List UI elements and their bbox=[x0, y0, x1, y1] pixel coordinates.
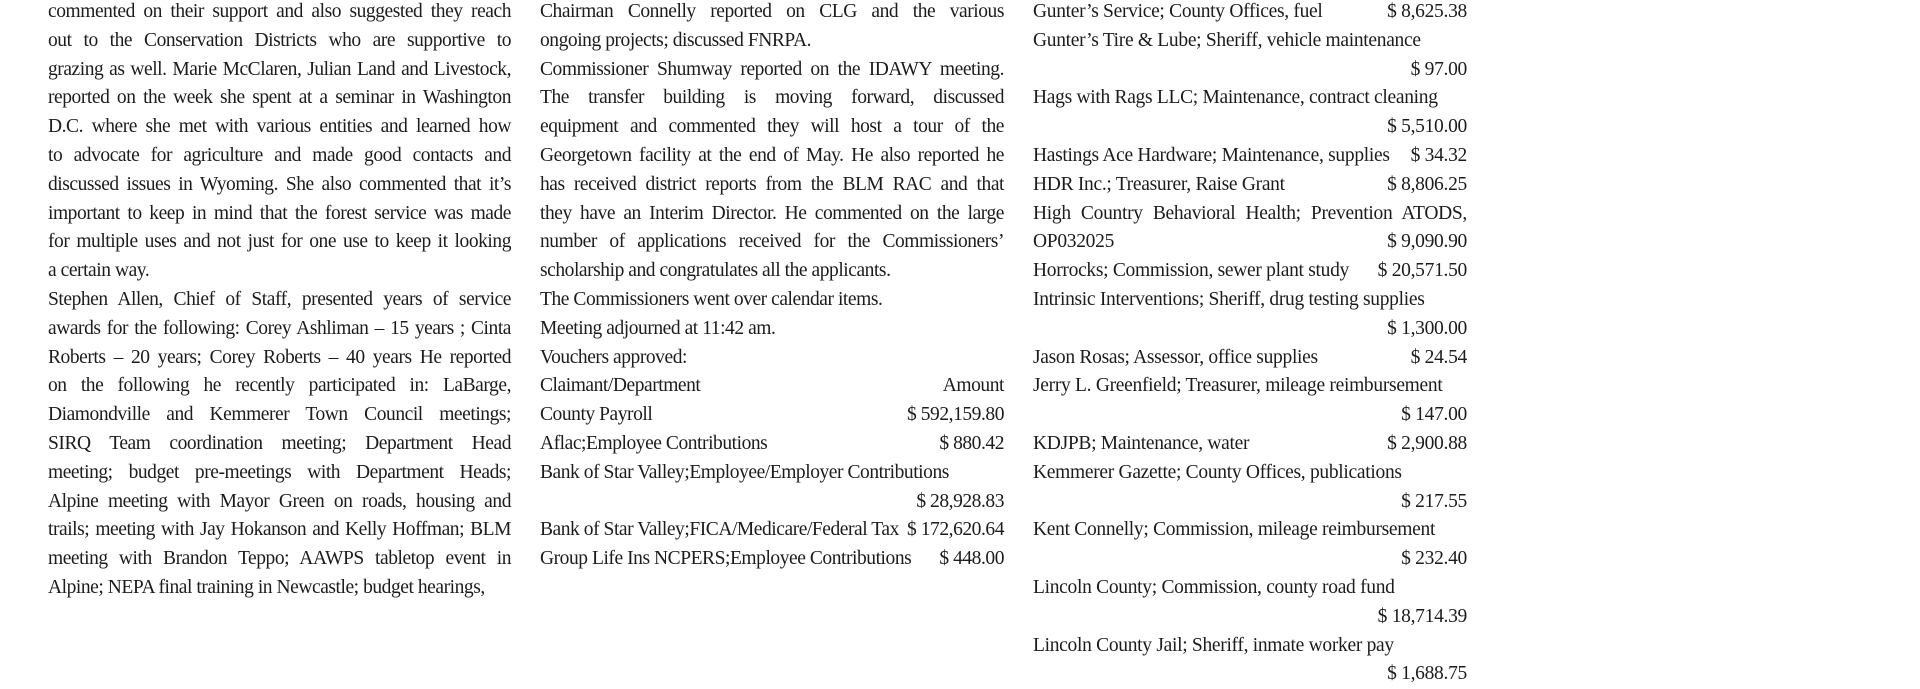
text-line: Roberts – 20 years; Corey Roberts – 40 years He reported bbox=[48, 346, 511, 368]
text-line: The transfer building is moving forward, discussed bbox=[540, 87, 1004, 109]
voucher-claimant: Kemmerer Gazette; County Offices, publications bbox=[1033, 461, 1402, 483]
voucher-row bbox=[1033, 430, 1467, 459]
voucher-amount: $ 2,900.88 bbox=[1387, 432, 1467, 454]
text-line: Stephen Allen, Chief of Staff, presented years of service bbox=[48, 288, 511, 310]
voucher-amount: $ 20,571.50 bbox=[1377, 260, 1467, 282]
voucher-amount: $ 592,159.80 bbox=[907, 404, 1004, 426]
voucher-claimant: HDR Inc.; Treasurer, Raise Grant bbox=[1033, 173, 1285, 195]
calendar-note: The Commissioners went over calendar items. bbox=[540, 288, 883, 310]
column-2 bbox=[540, 0, 1004, 574]
voucher-row bbox=[540, 545, 1004, 574]
voucher-amount: $ 9,090.90 bbox=[1387, 231, 1467, 253]
voucher-amount: $ 97.00 bbox=[1410, 58, 1467, 80]
text-line: out to the Conservation Districts who are supportive to bbox=[48, 29, 511, 51]
text-line: Georgetown facility at the end of May. He also reported he bbox=[540, 144, 1004, 166]
voucher-claimant: Lincoln County; Commission, county road fund bbox=[1033, 576, 1395, 598]
voucher-claimant: Lincoln County Jail; Sheriff, inmate worker pay bbox=[1033, 634, 1394, 656]
text-line: SIRQ Team coordination meeting; Department Head bbox=[48, 432, 511, 454]
voucher-row bbox=[1033, 142, 1467, 171]
voucher-amount: $ 18,714.39 bbox=[1377, 605, 1467, 627]
voucher-row bbox=[1033, 0, 1467, 27]
voucher-list-continued bbox=[1033, 0, 1467, 689]
text-line: grazing as well. Marie McClaren, Julian Land and Livestock, bbox=[48, 58, 511, 80]
voucher-row bbox=[1033, 574, 1467, 632]
text-line: Diamondville and Kemmerer Town Council meetings; bbox=[48, 404, 511, 426]
voucher-row bbox=[1033, 372, 1467, 430]
text-line: Alpine meeting with Mayor Green on roads, housing and bbox=[48, 490, 511, 512]
column-1 bbox=[48, 0, 511, 603]
voucher-row bbox=[1033, 27, 1467, 85]
voucher-claimant: Intrinsic Interventions; Sheriff, drug testing supplies bbox=[1033, 288, 1425, 310]
text-line: number of applications received for the Commissioners’ bbox=[540, 231, 1004, 253]
voucher-amount: $ 8,625.38 bbox=[1387, 1, 1467, 22]
text-line: they have an Interim Director. He commented on the large bbox=[540, 202, 1004, 224]
voucher-claimant: High Country Behavioral Health; Prevention ATODS, OP032025 bbox=[1033, 202, 1467, 253]
voucher-claimant: Horrocks; Commission, sewer plant study bbox=[1033, 260, 1349, 282]
voucher-amount: $ 28,928.83 bbox=[916, 490, 1004, 512]
voucher-claimant: Jason Rosas; Assessor, office supplies bbox=[1033, 346, 1318, 368]
vouchers-label: Vouchers approved: bbox=[540, 346, 687, 368]
voucher-row bbox=[1033, 257, 1467, 286]
text-line: ongoing projects; discussed FNRPA. bbox=[540, 29, 812, 51]
voucher-row bbox=[540, 401, 1004, 430]
voucher-claimant: Hags with Rags LLC; Maintenance, contract cleaning bbox=[1033, 87, 1438, 109]
text-line: awards for the following: Corey Ashliman – 15 years ; Cinta bbox=[48, 317, 511, 339]
paragraph bbox=[540, 0, 1004, 56]
text-line: meeting; budget pre-meetings with Department Heads; bbox=[48, 461, 511, 483]
voucher-amount: $ 1,688.75 bbox=[1387, 663, 1467, 685]
text-line: Commissioner Shumway reported on the IDAWY meeting. bbox=[540, 58, 1004, 80]
voucher-claimant: County Payroll bbox=[540, 404, 653, 426]
voucher-row bbox=[540, 516, 1004, 545]
paragraph bbox=[48, 0, 511, 286]
voucher-claimant: Aflac;Employee Contributions bbox=[540, 432, 768, 454]
text-line: meeting with Brandon Teppo; AAWPS tabletop event in bbox=[48, 548, 511, 570]
text-line: D.C. where she met with various entities and learned how bbox=[48, 116, 511, 138]
text-line: has received district reports from the BLM RAC and that bbox=[540, 173, 1004, 195]
voucher-amount: $ 147.00 bbox=[1401, 404, 1467, 426]
voucher-row bbox=[1033, 171, 1467, 200]
voucher-row bbox=[540, 459, 1004, 517]
voucher-claimant: Gunter’s Service; County Offices, fuel bbox=[1033, 1, 1323, 22]
voucher-claimant: Bank of Star Valley;FICA/Medicare/Federal Tax bbox=[540, 519, 899, 541]
adjourned-note: Meeting adjourned at 11:42 am. bbox=[540, 317, 776, 339]
voucher-claimant: Hastings Ace Hardware; Maintenance, supplies bbox=[1033, 144, 1390, 166]
text-line: discussed issues in Wyoming. She also commented that it’s bbox=[48, 173, 511, 195]
voucher-amount: $ 232.40 bbox=[1401, 548, 1467, 570]
text-line: to advocate for agriculture and made good contacts and bbox=[48, 144, 511, 166]
text-line: Chairman Connelly reported on CLG and the various bbox=[540, 1, 1004, 22]
voucher-row bbox=[1033, 632, 1467, 689]
voucher-table-header bbox=[540, 372, 1004, 401]
voucher-claimant: Gunter’s Tire & Lube; Sheriff, vehicle maintenance bbox=[1033, 29, 1421, 51]
paragraph bbox=[540, 56, 1004, 286]
voucher-amount: $ 448.00 bbox=[939, 548, 1004, 570]
header-claimant: Claimant/Department bbox=[540, 375, 701, 397]
voucher-list bbox=[540, 401, 1004, 574]
text-line: trails; meeting with Jay Hokanson and Kelly Hoffman; BLM bbox=[48, 519, 511, 541]
voucher-row bbox=[1033, 286, 1467, 344]
voucher-amount: $ 5,510.00 bbox=[1387, 116, 1467, 138]
paragraph bbox=[48, 286, 511, 603]
text-line: for multiple uses and not just for one use to keep it looking bbox=[48, 231, 511, 253]
text-line: commented on their support and also suggested they reach bbox=[48, 1, 511, 22]
text-line: equipment and commented they will host a tour of the bbox=[540, 116, 1004, 138]
voucher-amount: $ 34.32 bbox=[1410, 144, 1467, 166]
voucher-amount: $ 1,300.00 bbox=[1387, 317, 1467, 339]
voucher-claimant: Kent Connelly; Commission, mileage reimbursement bbox=[1033, 519, 1436, 541]
voucher-row bbox=[1033, 84, 1467, 142]
voucher-row bbox=[1033, 516, 1467, 574]
text-line: scholarship and congratulates all the applicants. bbox=[540, 260, 891, 282]
text-line: Alpine; NEPA final training in Newcastle; budget hearings, bbox=[48, 576, 485, 598]
voucher-amount: $ 24.54 bbox=[1410, 346, 1467, 368]
text-line: important to keep in mind that the forest service was made bbox=[48, 202, 511, 224]
voucher-amount: $ 8,806.25 bbox=[1387, 173, 1467, 195]
voucher-amount: $ 172,620.64 bbox=[907, 519, 1004, 541]
voucher-claimant: KDJPB; Maintenance, water bbox=[1033, 432, 1250, 454]
text-line: reported on the week she spent at a seminar in Washington bbox=[48, 87, 511, 109]
voucher-row bbox=[540, 430, 1004, 459]
voucher-row bbox=[1033, 344, 1467, 373]
voucher-amount: $ 880.42 bbox=[939, 432, 1004, 454]
column-2-paragraphs bbox=[540, 0, 1004, 286]
voucher-row bbox=[1033, 200, 1467, 258]
column-3 bbox=[1033, 0, 1467, 689]
text-line: a certain way. bbox=[48, 260, 150, 282]
voucher-claimant: Bank of Star Valley;Employee/Employer Contributions bbox=[540, 461, 949, 483]
voucher-claimant: Group Life Ins NCPERS;Employee Contributions bbox=[540, 548, 912, 570]
voucher-row bbox=[1033, 459, 1467, 517]
header-amount: Amount bbox=[942, 375, 1004, 397]
voucher-amount: $ 217.55 bbox=[1401, 490, 1467, 512]
voucher-claimant: Jerry L. Greenfield; Treasurer, mileage reimbursement bbox=[1033, 375, 1443, 397]
text-line: on the following he recently participated in: LaBarge, bbox=[48, 375, 511, 397]
